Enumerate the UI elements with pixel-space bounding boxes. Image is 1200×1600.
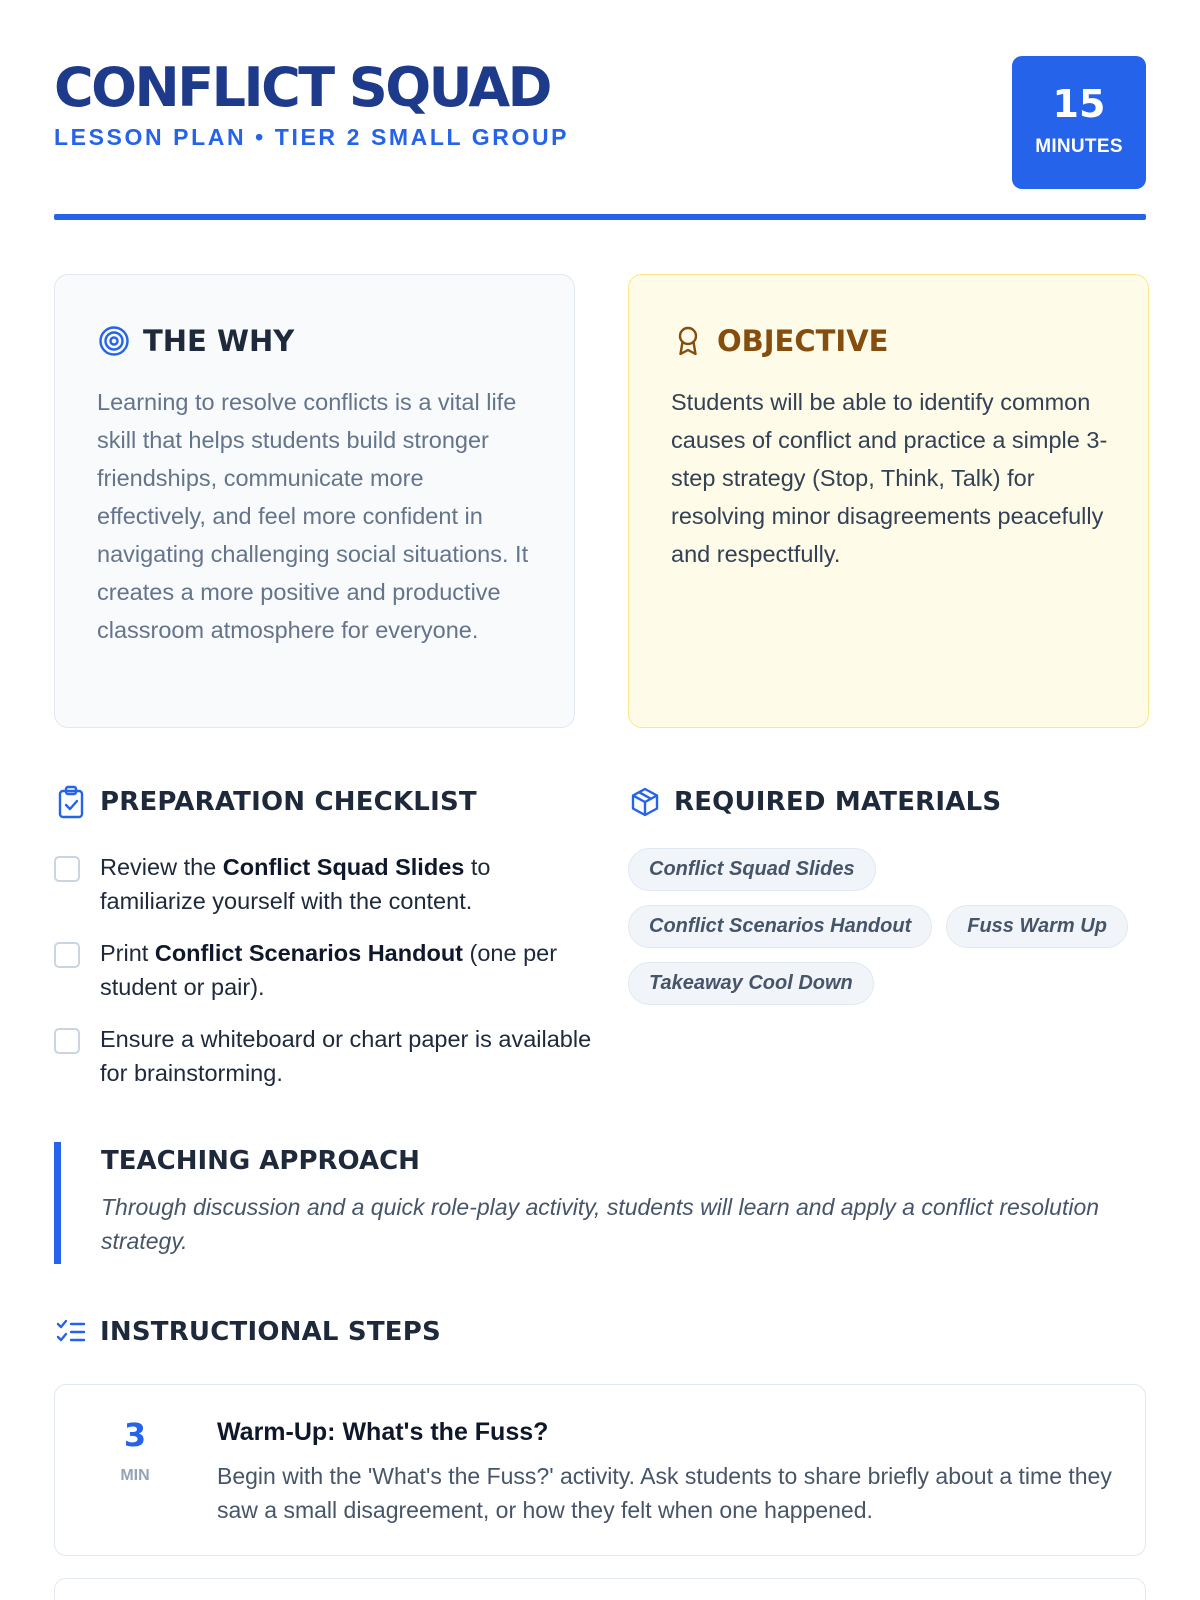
material-chip: Conflict Squad Slides [628,848,876,891]
objective-card [628,274,1149,728]
page-subtitle: LESSON PLAN • TIER 2 SMALL GROUP [54,124,570,150]
checklist-item-text: Review the Conflict Squad Slides to familiarize yourself with the content. [100,854,491,914]
materials-title: REQUIRED MATERIALS [674,787,1002,817]
step-card [54,1384,1146,1556]
checkbox[interactable] [54,856,80,882]
step-minutes-unit: MIN [120,1467,150,1484]
step-title: Warm-Up: What's the Fuss? [217,1418,549,1446]
checkbox[interactable] [54,1028,80,1054]
material-chip: Takeaway Cool Down [628,962,874,1005]
list-checks-icon [54,1315,88,1349]
checklist-item [54,1022,594,1090]
why-card [54,274,575,728]
step-duration [75,1415,195,1485]
checklist-item [54,936,594,1004]
why-title: THE WHY [143,324,295,358]
checklist-item-text: Ensure a whiteboard or chart paper is available for brainstorming. [100,1026,592,1086]
steps-heading [54,1315,441,1349]
preparation-heading [54,785,477,819]
materials-heading [628,785,1001,819]
duration-badge [1012,56,1146,189]
material-chip: Fuss Warm Up [946,905,1128,948]
objective-body: Students will be able to identify common causes of conflict and practice a simple 3-step strategy (Stop, Think, Talk) for resolving minor disagreements peacefully and respectfully. [671,389,1108,567]
checklist-item-text: Print Conflict Scenarios Handout (one per student or pair). [100,940,558,1000]
header-divider [54,214,1146,220]
approach-body: Through discussion and a quick role-play activity, students will learn and apply a conflict resolution strategy. [101,1194,1100,1254]
materials-list [628,848,1146,1019]
award-icon [671,324,705,358]
preparation-title: PREPARATION CHECKLIST [100,787,477,817]
duration-unit: MINUTES [1035,136,1123,157]
checkbox[interactable] [54,942,80,968]
package-icon [628,785,662,819]
step-minutes: 3 [123,1416,147,1454]
material-chip: Conflict Scenarios Handout [628,905,932,948]
step-card-next [54,1578,1146,1600]
why-body: Learning to resolve conflicts is a vital life skill that helps students build stronger friendships, communicate more effectively, and feel more confident in navigating challenging social situations. It creates a more positive and productive classroom atmosphere for everyone. [97,389,529,643]
duration-value: 15 [1052,82,1106,126]
approach-title: TEACHING APPROACH [101,1146,420,1176]
checklist-item [54,850,594,918]
target-icon [97,324,131,358]
step-description: Begin with the 'What's the Fuss?' activity. Ask students to share briefly about a time they saw a small disagreement, or how they felt when one happened. [217,1463,1112,1523]
page-title: CONFLICT SQUAD [54,56,550,119]
teaching-approach [54,1142,1146,1264]
page-header [54,56,1146,186]
objective-title: OBJECTIVE [717,324,889,358]
clipboard-check-icon [54,785,88,819]
steps-title: INSTRUCTIONAL STEPS [100,1317,441,1347]
preparation-checklist [54,850,594,1108]
